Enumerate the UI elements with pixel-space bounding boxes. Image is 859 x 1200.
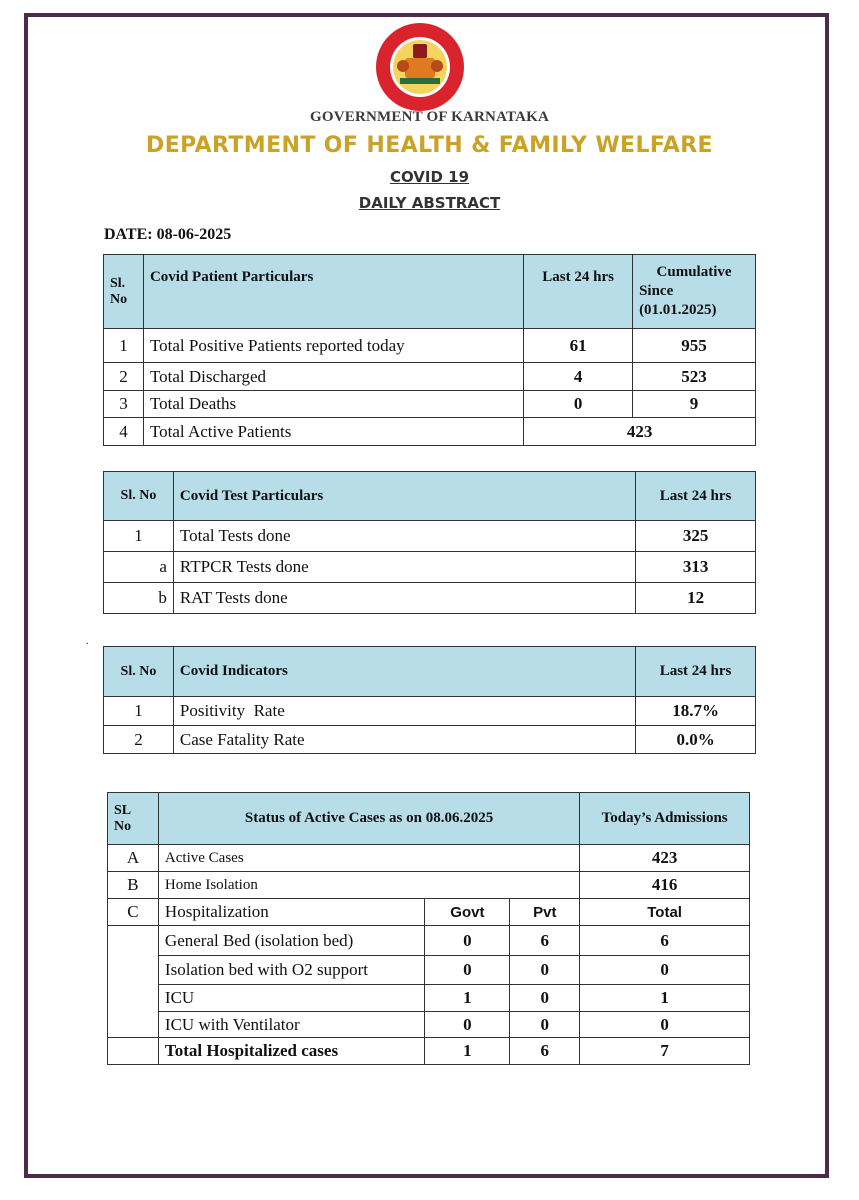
table-header-row bbox=[104, 472, 756, 521]
table-row bbox=[108, 1038, 750, 1065]
row-value: 325 bbox=[636, 521, 756, 552]
row-sl: B bbox=[108, 872, 159, 899]
particulars-header: Covid Patient Particulars bbox=[143, 255, 523, 329]
row-govt: 0 bbox=[425, 926, 510, 956]
row-sl: b bbox=[104, 583, 174, 614]
row-total: 0 bbox=[580, 956, 750, 985]
row-label: ICU bbox=[158, 985, 425, 1012]
karnataka-emblem-icon bbox=[375, 22, 465, 112]
last24-header: Last 24 hrs bbox=[636, 472, 756, 521]
table-row bbox=[104, 697, 756, 726]
row-pvt: 6 bbox=[510, 926, 580, 956]
sl-no-header bbox=[108, 793, 159, 845]
total-header: Total bbox=[580, 899, 750, 926]
row-value: 416 bbox=[580, 872, 750, 899]
sl-no-header: Sl. No bbox=[104, 255, 144, 329]
table-row bbox=[108, 956, 750, 985]
table-row bbox=[104, 418, 756, 446]
active-cases-status-table bbox=[107, 792, 750, 1065]
row-value: 0.0% bbox=[636, 726, 756, 754]
row-pvt: 0 bbox=[510, 985, 580, 1012]
since-date-label: (01.01.2025) bbox=[639, 302, 717, 318]
government-title: GOVERNMENT OF KARNATAKA bbox=[309, 109, 550, 125]
table-row bbox=[104, 329, 756, 363]
patient-particulars-table bbox=[103, 254, 756, 446]
covid-indicators-table bbox=[103, 646, 756, 754]
row-label: Total Active Patients bbox=[143, 418, 523, 446]
row-label: Active Cases bbox=[158, 845, 579, 872]
row-total: 1 bbox=[580, 985, 750, 1012]
table-row bbox=[104, 552, 756, 583]
total-total: 7 bbox=[580, 1038, 750, 1065]
total-pvt: 6 bbox=[510, 1038, 580, 1065]
last24-header: Last 24 hrs bbox=[524, 255, 633, 329]
row-label: RTPCR Tests done bbox=[173, 552, 635, 583]
row-label: Isolation bed with O2 support bbox=[158, 956, 425, 985]
table-header-row bbox=[108, 793, 750, 845]
admissions-header: Today’s Admissions bbox=[580, 793, 750, 845]
row-sl: 3 bbox=[104, 391, 144, 418]
table-row bbox=[104, 521, 756, 552]
table-row bbox=[108, 872, 750, 899]
row-label: Case Fatality Rate bbox=[173, 726, 635, 754]
row-last24: 0 bbox=[524, 391, 633, 418]
row-sl: 4 bbox=[104, 418, 144, 446]
row-label: Hospitalization bbox=[158, 899, 425, 926]
table-row bbox=[104, 583, 756, 614]
row-active-total: 423 bbox=[524, 418, 756, 446]
row-value: 18.7% bbox=[636, 697, 756, 726]
row-sl: A bbox=[108, 845, 159, 872]
table-row bbox=[104, 363, 756, 391]
cumulative-header bbox=[633, 255, 756, 329]
row-label: Total Discharged bbox=[143, 363, 523, 391]
row-sl: 1 bbox=[104, 329, 144, 363]
row-govt: 0 bbox=[425, 1012, 510, 1038]
row-label: Positivity Rate bbox=[173, 697, 635, 726]
row-sl: 1 bbox=[104, 697, 174, 726]
row-govt: 1 bbox=[425, 985, 510, 1012]
pvt-header: Pvt bbox=[510, 899, 580, 926]
row-sl: 2 bbox=[104, 363, 144, 391]
row-label: General Bed (isolation bed) bbox=[158, 926, 425, 956]
empty-sl-cell bbox=[108, 1038, 159, 1065]
since-label: Since bbox=[639, 283, 674, 299]
total-govt: 1 bbox=[425, 1038, 510, 1065]
row-value: 313 bbox=[636, 552, 756, 583]
row-cumulative: 955 bbox=[633, 329, 756, 363]
cumulative-label: Cumulative bbox=[656, 264, 732, 280]
indicators-header: Covid Indicators bbox=[173, 647, 635, 697]
row-sl: 1 bbox=[104, 521, 174, 552]
table-row bbox=[108, 1012, 750, 1038]
row-sl: 2 bbox=[104, 726, 174, 754]
row-value: 12 bbox=[636, 583, 756, 614]
row-total: 6 bbox=[580, 926, 750, 956]
last24-header: Last 24 hrs bbox=[636, 647, 756, 697]
empty-sl-cell bbox=[108, 926, 159, 1038]
govt-header: Govt bbox=[425, 899, 510, 926]
row-label: Total Deaths bbox=[143, 391, 523, 418]
report-date: DATE: 08-06-2025 bbox=[104, 226, 232, 243]
row-label: RAT Tests done bbox=[173, 583, 635, 614]
sl-no-header: Sl. No bbox=[104, 472, 174, 521]
row-cumulative: 9 bbox=[633, 391, 756, 418]
table-row bbox=[108, 926, 750, 956]
row-sl: C bbox=[108, 899, 159, 926]
no-label: No bbox=[114, 818, 132, 834]
stray-dot: . bbox=[86, 636, 89, 647]
table-header-row bbox=[104, 647, 756, 697]
daily-abstract-title: DAILY ABSTRACT bbox=[358, 194, 501, 212]
row-label: Home Isolation bbox=[158, 872, 579, 899]
table-row bbox=[108, 899, 750, 926]
row-label: Total Tests done bbox=[173, 521, 635, 552]
sl-no-header: Sl. No bbox=[104, 647, 174, 697]
total-hospitalized-label: Total Hospitalized cases bbox=[158, 1038, 425, 1065]
table-row bbox=[104, 726, 756, 754]
row-label: Total Positive Patients reported today bbox=[143, 329, 523, 363]
row-value: 423 bbox=[580, 845, 750, 872]
row-govt: 0 bbox=[425, 956, 510, 985]
row-last24: 4 bbox=[524, 363, 633, 391]
row-cumulative: 523 bbox=[633, 363, 756, 391]
table-row bbox=[108, 985, 750, 1012]
row-pvt: 0 bbox=[510, 1012, 580, 1038]
covid-title: COVID 19 bbox=[389, 168, 470, 186]
table-row bbox=[108, 845, 750, 872]
row-total: 0 bbox=[580, 1012, 750, 1038]
sl-label: SL bbox=[114, 802, 132, 818]
status-header: Status of Active Cases as on 08.06.2025 bbox=[158, 793, 579, 845]
particulars-header: Covid Test Particulars bbox=[173, 472, 635, 521]
row-pvt: 0 bbox=[510, 956, 580, 985]
department-title: DEPARTMENT OF HEALTH & FAMILY WELFARE bbox=[146, 133, 713, 158]
table-header-row bbox=[104, 255, 756, 329]
test-particulars-table bbox=[103, 471, 756, 614]
table-row bbox=[104, 391, 756, 418]
row-sl: a bbox=[104, 552, 174, 583]
row-last24: 61 bbox=[524, 329, 633, 363]
row-label: ICU with Ventilator bbox=[158, 1012, 425, 1038]
